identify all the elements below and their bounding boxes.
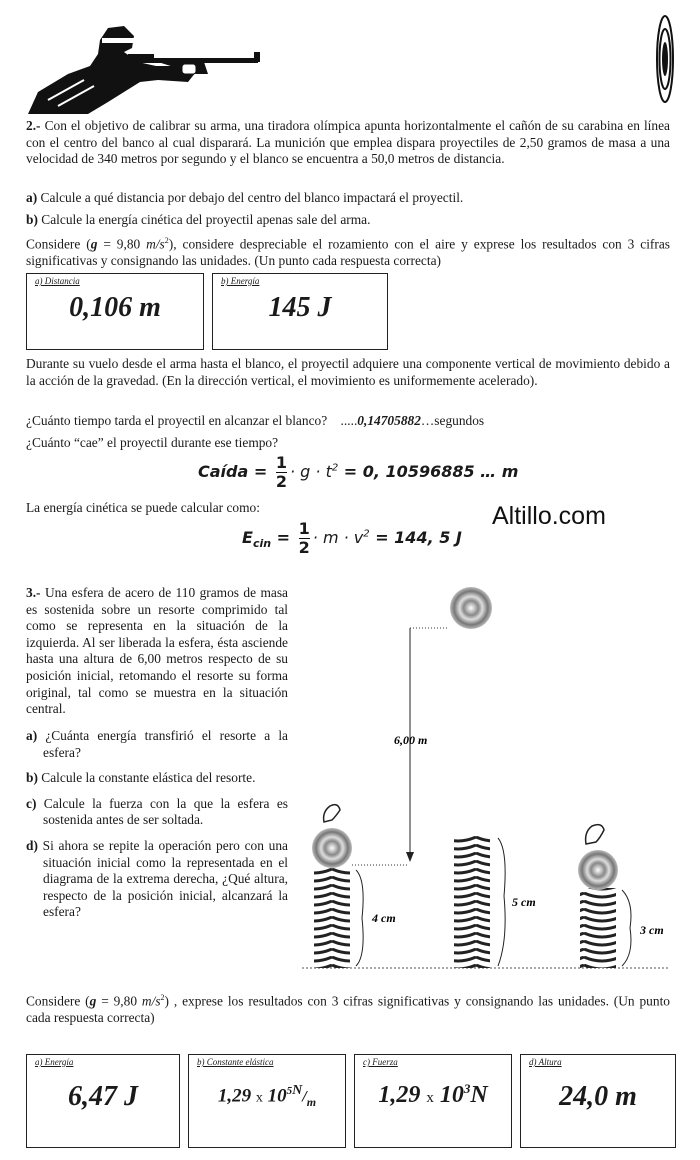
problem3-item-a xyxy=(26,728,288,761)
base: 10 xyxy=(267,1085,287,1107)
problem3-number: 3.- xyxy=(26,585,41,600)
item-text: Calcule la fuerza con la que la esfera es sostenida antes de ser soltada. xyxy=(43,795,288,828)
item-text: Si ahora se repite la operación pero con una situación inicial como la representada en el diagrama de la extrema derecha, ¿Qué altura, respecto de la posición inicial, alcanzará la esfera? xyxy=(42,837,288,920)
answer-box-spring-constant xyxy=(188,1054,346,1148)
item-label: a) xyxy=(26,190,38,205)
consider-eq: = 9,80 xyxy=(97,236,147,252)
eq-result: = 0, 10596885 … m xyxy=(338,462,519,481)
eq-sign: = xyxy=(276,528,291,547)
left-spring xyxy=(314,868,350,968)
right-compression-label: 3 cm xyxy=(640,923,664,937)
unit-num: N xyxy=(292,1083,303,1098)
consider-pre: Considere ( xyxy=(26,236,91,252)
consider-pre: Considere ( xyxy=(26,993,90,1009)
item-text: ¿Cuánta energía transfirió el resorte a la esfera? xyxy=(43,728,288,760)
answer-label: a) Distancia xyxy=(35,276,80,286)
eq-rhs: · m · v xyxy=(312,528,364,547)
consider-post: ), considere despreciable el rozamiento con el aire y exprese los resultados con 3 cifras significativas y consignando las unidades. (Un punto cada respuesta correcta) xyxy=(26,236,670,269)
item-label: b) xyxy=(26,770,38,786)
base: 10 xyxy=(439,1082,464,1108)
answer-value: 6,47 J xyxy=(68,1081,138,1112)
frac-num: 1 xyxy=(298,519,310,538)
problem3-items xyxy=(26,728,288,921)
g-symbol: g xyxy=(89,993,97,1009)
answer-box-distance xyxy=(26,273,204,350)
item-label: a) xyxy=(26,728,38,743)
energy-equation xyxy=(242,520,502,564)
answer-box-height xyxy=(520,1054,676,1148)
item-label: c) xyxy=(26,795,37,811)
question-text: ¿Cuánto tiempo tarda el proyectil en alcanzar el blanco? xyxy=(26,413,328,428)
problem2-intro-text: Con el objetivo de calibrar su arma, una tiradora olímpica apunta horizontalmente el cañón de su carabina en línea con el centro del banco al cual disparará. La munición que emplea dispara proyectiles de 2,50 gramos de masa a una velocidad de 340 metros por segundo y el blanco se encuentra a 50,0 metros de distancia. xyxy=(26,118,670,167)
times: x xyxy=(255,1090,263,1106)
problem3-intro-text: Una esfera de acero de 110 gramos de masa es sostenida sobre un resorte comprimido tal como se representa en la situación de la izquierda. Al ser liberada la esfera, ésta asciende hasta una altura de 6,00 metros respecto de su posición inicial, retomando el resorte su forma original, tal como se muestra en la situación central. xyxy=(26,585,288,717)
consider-post: ) , exprese los resultados con 3 cifras significativas y consignando las unidades. (Un punto cada respuesta correcta) xyxy=(26,993,670,1026)
eq-exp: 2 xyxy=(363,528,370,540)
answer-label: d) Altura xyxy=(529,1057,562,1067)
frac-den: 2 xyxy=(275,472,287,491)
answer-label: a) Energía xyxy=(35,1057,74,1067)
problem2-intro xyxy=(26,118,670,168)
answer-label: b) Energía xyxy=(221,276,260,286)
energy-text: La energía cinética se puede calcular como: xyxy=(26,500,260,515)
time-unit: …segundos xyxy=(420,413,485,428)
shooter-illustration xyxy=(28,22,268,114)
exponent: 5 xyxy=(286,1085,293,1097)
exponent: 3 xyxy=(463,1081,471,1096)
unit-exp: 2 xyxy=(164,236,169,245)
ball-top xyxy=(450,587,492,629)
problem3-item-b xyxy=(26,770,288,787)
target-icon xyxy=(656,14,674,104)
right-spring xyxy=(580,888,616,968)
mantissa: 1,29 xyxy=(378,1082,421,1108)
eq-sign: = xyxy=(253,462,268,481)
height-label: 6,00 m xyxy=(394,733,428,747)
fall-question: ¿Cuánto “cae” el proyectil durante ese tiempo? xyxy=(26,435,279,450)
eq-lhs: Caída xyxy=(198,462,249,481)
unit: m/s xyxy=(141,993,161,1009)
hand-icon xyxy=(324,805,340,822)
mantissa: 1,29 xyxy=(217,1085,252,1107)
problem3-item-c xyxy=(26,796,288,829)
problem2-item-b xyxy=(26,212,670,229)
dots: ..... xyxy=(340,413,358,428)
answer-value xyxy=(355,1081,511,1109)
hand-icon xyxy=(586,825,604,844)
center-length-label: 5 cm xyxy=(512,895,536,909)
fraction xyxy=(276,454,287,491)
center-spring xyxy=(454,836,490,968)
problem3-item-d xyxy=(26,838,288,921)
time-question xyxy=(26,413,670,430)
g-symbol: g xyxy=(90,236,98,252)
times: x xyxy=(426,1090,434,1106)
fall-equation xyxy=(198,454,518,498)
answer-value: 1,29 x $10^{5N}/_m$ xyxy=(217,1083,317,1110)
answer-label: c) Fuerza xyxy=(363,1057,398,1067)
answer-box-energy-3 xyxy=(26,1054,180,1148)
unit: N xyxy=(470,1082,488,1108)
problem2-item-a xyxy=(26,190,670,207)
item-text: Calcule la constante elástica del resorte. xyxy=(41,770,256,786)
eq-sub: cin xyxy=(252,537,272,551)
time-value: 0,14705882 xyxy=(357,413,421,428)
problem2-consider xyxy=(26,233,670,270)
answer-box-energy xyxy=(212,273,388,350)
answer-box-force xyxy=(354,1054,512,1148)
item-text: Calcule la energía cinética del proyectil apenas sale del arma. xyxy=(41,212,371,227)
problem3-intro xyxy=(26,585,288,718)
problem2-number: 2.- xyxy=(26,118,41,133)
ball-left xyxy=(312,828,352,868)
item-text: Calcule a qué distancia por debajo del centro del blanco impactará el proyectil. xyxy=(40,190,464,205)
unit-den: m xyxy=(306,1095,317,1110)
fraction xyxy=(299,520,310,557)
answer-value: 145 J xyxy=(268,292,332,323)
ball-right xyxy=(578,850,618,890)
problem3-consider xyxy=(26,990,670,1027)
answer-value: 24,0 m xyxy=(559,1081,637,1112)
frac-num: 1 xyxy=(275,453,287,472)
answer-label: b) Constante elástica xyxy=(197,1057,274,1067)
item-label: d) xyxy=(26,837,38,853)
answer-value: 0,106 m xyxy=(69,292,161,323)
eq-exp: 2 xyxy=(331,462,339,474)
eq-rhs: · g · t xyxy=(289,462,332,481)
unit: m/s xyxy=(146,236,165,252)
frac-den: 2 xyxy=(298,538,310,557)
consider-eq: = 9,80 xyxy=(96,993,142,1009)
spring-diagram xyxy=(296,580,676,975)
problem2-flight-text: Durante su vuelo desde el arma hasta el blanco, el proyectil adquiere una componente vertical de movimiento debido a la acción de la gravedad. (En la dirección vertical, el movimiento es uniformemente acelerado). xyxy=(26,356,670,388)
eq-result: = 144, 5 J xyxy=(369,528,462,547)
item-label: b) xyxy=(26,212,38,227)
unit-exp: 2 xyxy=(160,993,165,1002)
left-compression-label: 4 cm xyxy=(372,911,396,925)
watermark: Altillo.com xyxy=(492,502,606,530)
eq-lhs: E xyxy=(242,528,253,547)
